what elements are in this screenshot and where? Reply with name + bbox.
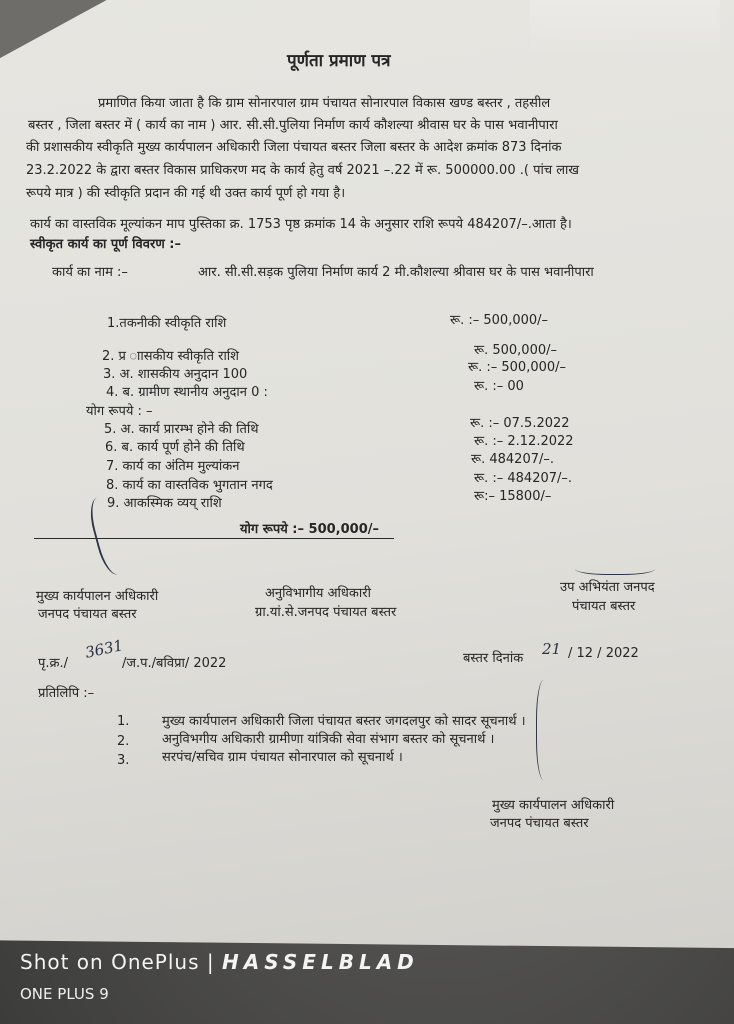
document-title: पूर्णता प्रमाण पत्र <box>287 51 391 71</box>
ref-number: 3631 <box>83 636 125 662</box>
item-value: रू. 484207/–. <box>471 452 555 467</box>
para-line-3: की प्रशासकीय स्वीकृति मुख्य कार्यपालन अधिकारी जिला पंचायत बस्तर जिला बस्तर के आदेश क्रमांक 873 दिनांक <box>26 140 562 155</box>
ref-prefix: पृ.क्र./ <box>38 656 69 671</box>
copy-num: 3. <box>117 753 130 768</box>
light-glare <box>529 0 720 58</box>
item-value: रू. :– 500,000/– <box>468 360 567 375</box>
work-name-value: आर. सी.सी.सड़क पुलिया निर्माण कार्य 2 मी.कौशल्या श्रीवास घर के पास भवानीपारा <box>198 265 594 280</box>
sdo-title: अनुविभागीय अधिकारी <box>265 586 371 601</box>
item-label: योग रूपये : – <box>86 404 153 419</box>
copy-text: अनुविभगीय अधिकारी ग्रामीणा यांत्रिकी सेवा संभाग बस्तर को सूचनार्थ । <box>162 732 495 747</box>
ceo-title: मुख्य कार्यपालन अधिकारी <box>36 589 159 604</box>
para-line-1: प्रमाणित किया जाता है कि ग्राम सोनारपाल ग्राम पंचायत सोनारपाल विकास खण्ड बस्तर , तहसील <box>98 96 551 111</box>
item-label: 8. कार्य का वास्तविक भुगतान नगद <box>106 478 273 493</box>
watermark-separator: | <box>206 950 215 974</box>
signature-mark <box>536 680 555 780</box>
para-line-4: 23.2.2022 के द्वारा बस्तर विकास प्राधिकरण मद के कार्य हेतु वर्ष 2021 –.22 में रू. 500000.00 .( पांच लाख <box>26 163 580 178</box>
item-value: रू:– 15800/– <box>474 489 552 504</box>
item-value: रू. 500,000/– <box>474 343 558 358</box>
final-sign-office: जनपद पंचायत बस्तर <box>490 816 589 831</box>
details-heading: स्वीकृत कार्य का पूर्ण विवरण :– <box>30 237 181 252</box>
item-label: 1.तकनीकी स्वीकृति राशि <box>107 316 227 331</box>
se-title: उप अभियंता जनपद <box>560 580 655 595</box>
total-line: योग रूपये :– 500,000/– <box>240 522 379 537</box>
copy-text: मुख्य कार्यपालन अधिकारी जिला पंचायत बस्तर जगदलपुर को सादर सूचनार्थ । <box>162 714 526 729</box>
item-label: 7. कार्य का अंतिम मुल्यांकन <box>106 459 240 474</box>
item-value: रू. :– 484207/–. <box>474 471 573 486</box>
item-value: रू. :– 07.5.2022 <box>470 416 570 431</box>
total-underline <box>34 538 394 539</box>
ref-suffix: /ज.प./बविप्रा/ 2022 <box>122 656 227 671</box>
copy-num: 1. <box>117 714 130 729</box>
folded-corner <box>0 0 140 77</box>
para-line-5: रूपये मात्र ) की स्वीकृति प्रदान की गई थी उक्त कार्य पूर्ण हो गया है। <box>26 186 346 201</box>
item-label: 9. आकस्मिक व्यय् राशि <box>107 496 222 511</box>
item-value: रू. :– 500,000/– <box>450 313 549 328</box>
signature-mark <box>575 560 655 575</box>
item-label: 3. अ. शासकीय अनुदान 100 <box>103 367 248 382</box>
item-label: 6. ब. कार्य पूर्ण होने की तिथि <box>105 440 245 455</box>
date-rest: / 12 / 2022 <box>568 646 639 661</box>
camera-watermark <box>20 950 419 974</box>
ceo-office: जनपद पंचायत बस्तर <box>38 607 137 622</box>
copy-heading: प्रतिलिपि :– <box>38 686 95 701</box>
item-label: 5. अ. कार्य प्रारम्भ होने की तिथि <box>104 422 259 437</box>
item-value: रू. :– 2.12.2022 <box>474 434 574 449</box>
item-label: 4. ब. ग्रामीण स्थानीय अनुदान 0 : <box>106 385 268 400</box>
shot-on-text: Shot on OnePlus <box>20 950 200 974</box>
valuation-line: कार्य का वास्तविक मूल्यांकन माप पुस्तिका क्र. 1753 पृष्ठ क्रमांक 14 के अनुसार राशि रूपये 484207/–.आता है। <box>30 217 572 232</box>
camera-model: ONE PLUS 9 <box>20 985 109 1003</box>
work-name-label: कार्य का नाम :– <box>52 265 128 280</box>
para-line-2: बस्तर , जिला बस्तर में ( कार्य का नाम ) आर. सी.सी.पुलिया निर्माण कार्य कौशल्या श्रीवास घर के पास भवानीपारा <box>28 118 558 133</box>
date-day: 21 <box>542 640 562 658</box>
copy-text: सरपंच/सचिव ग्राम पंचायत सोनारपाल को सूचनार्थ । <box>162 750 403 765</box>
sdo-office: ग्रा.यां.से.जनपद पंचायत बस्तर <box>255 605 397 620</box>
copy-num: 2. <box>117 734 130 749</box>
brand-text: HASSELBLAD <box>221 950 419 974</box>
date-label: बस्तर दिनांक <box>463 651 524 666</box>
final-sign-title: मुख्य कार्यपालन अधिकारी <box>492 798 615 813</box>
item-label: 2. प्र ाासकीय स्वीकृति राशि <box>102 349 240 364</box>
item-value: रू. :– 00 <box>474 379 524 394</box>
se-office: पंचायत बस्तर <box>572 599 636 614</box>
